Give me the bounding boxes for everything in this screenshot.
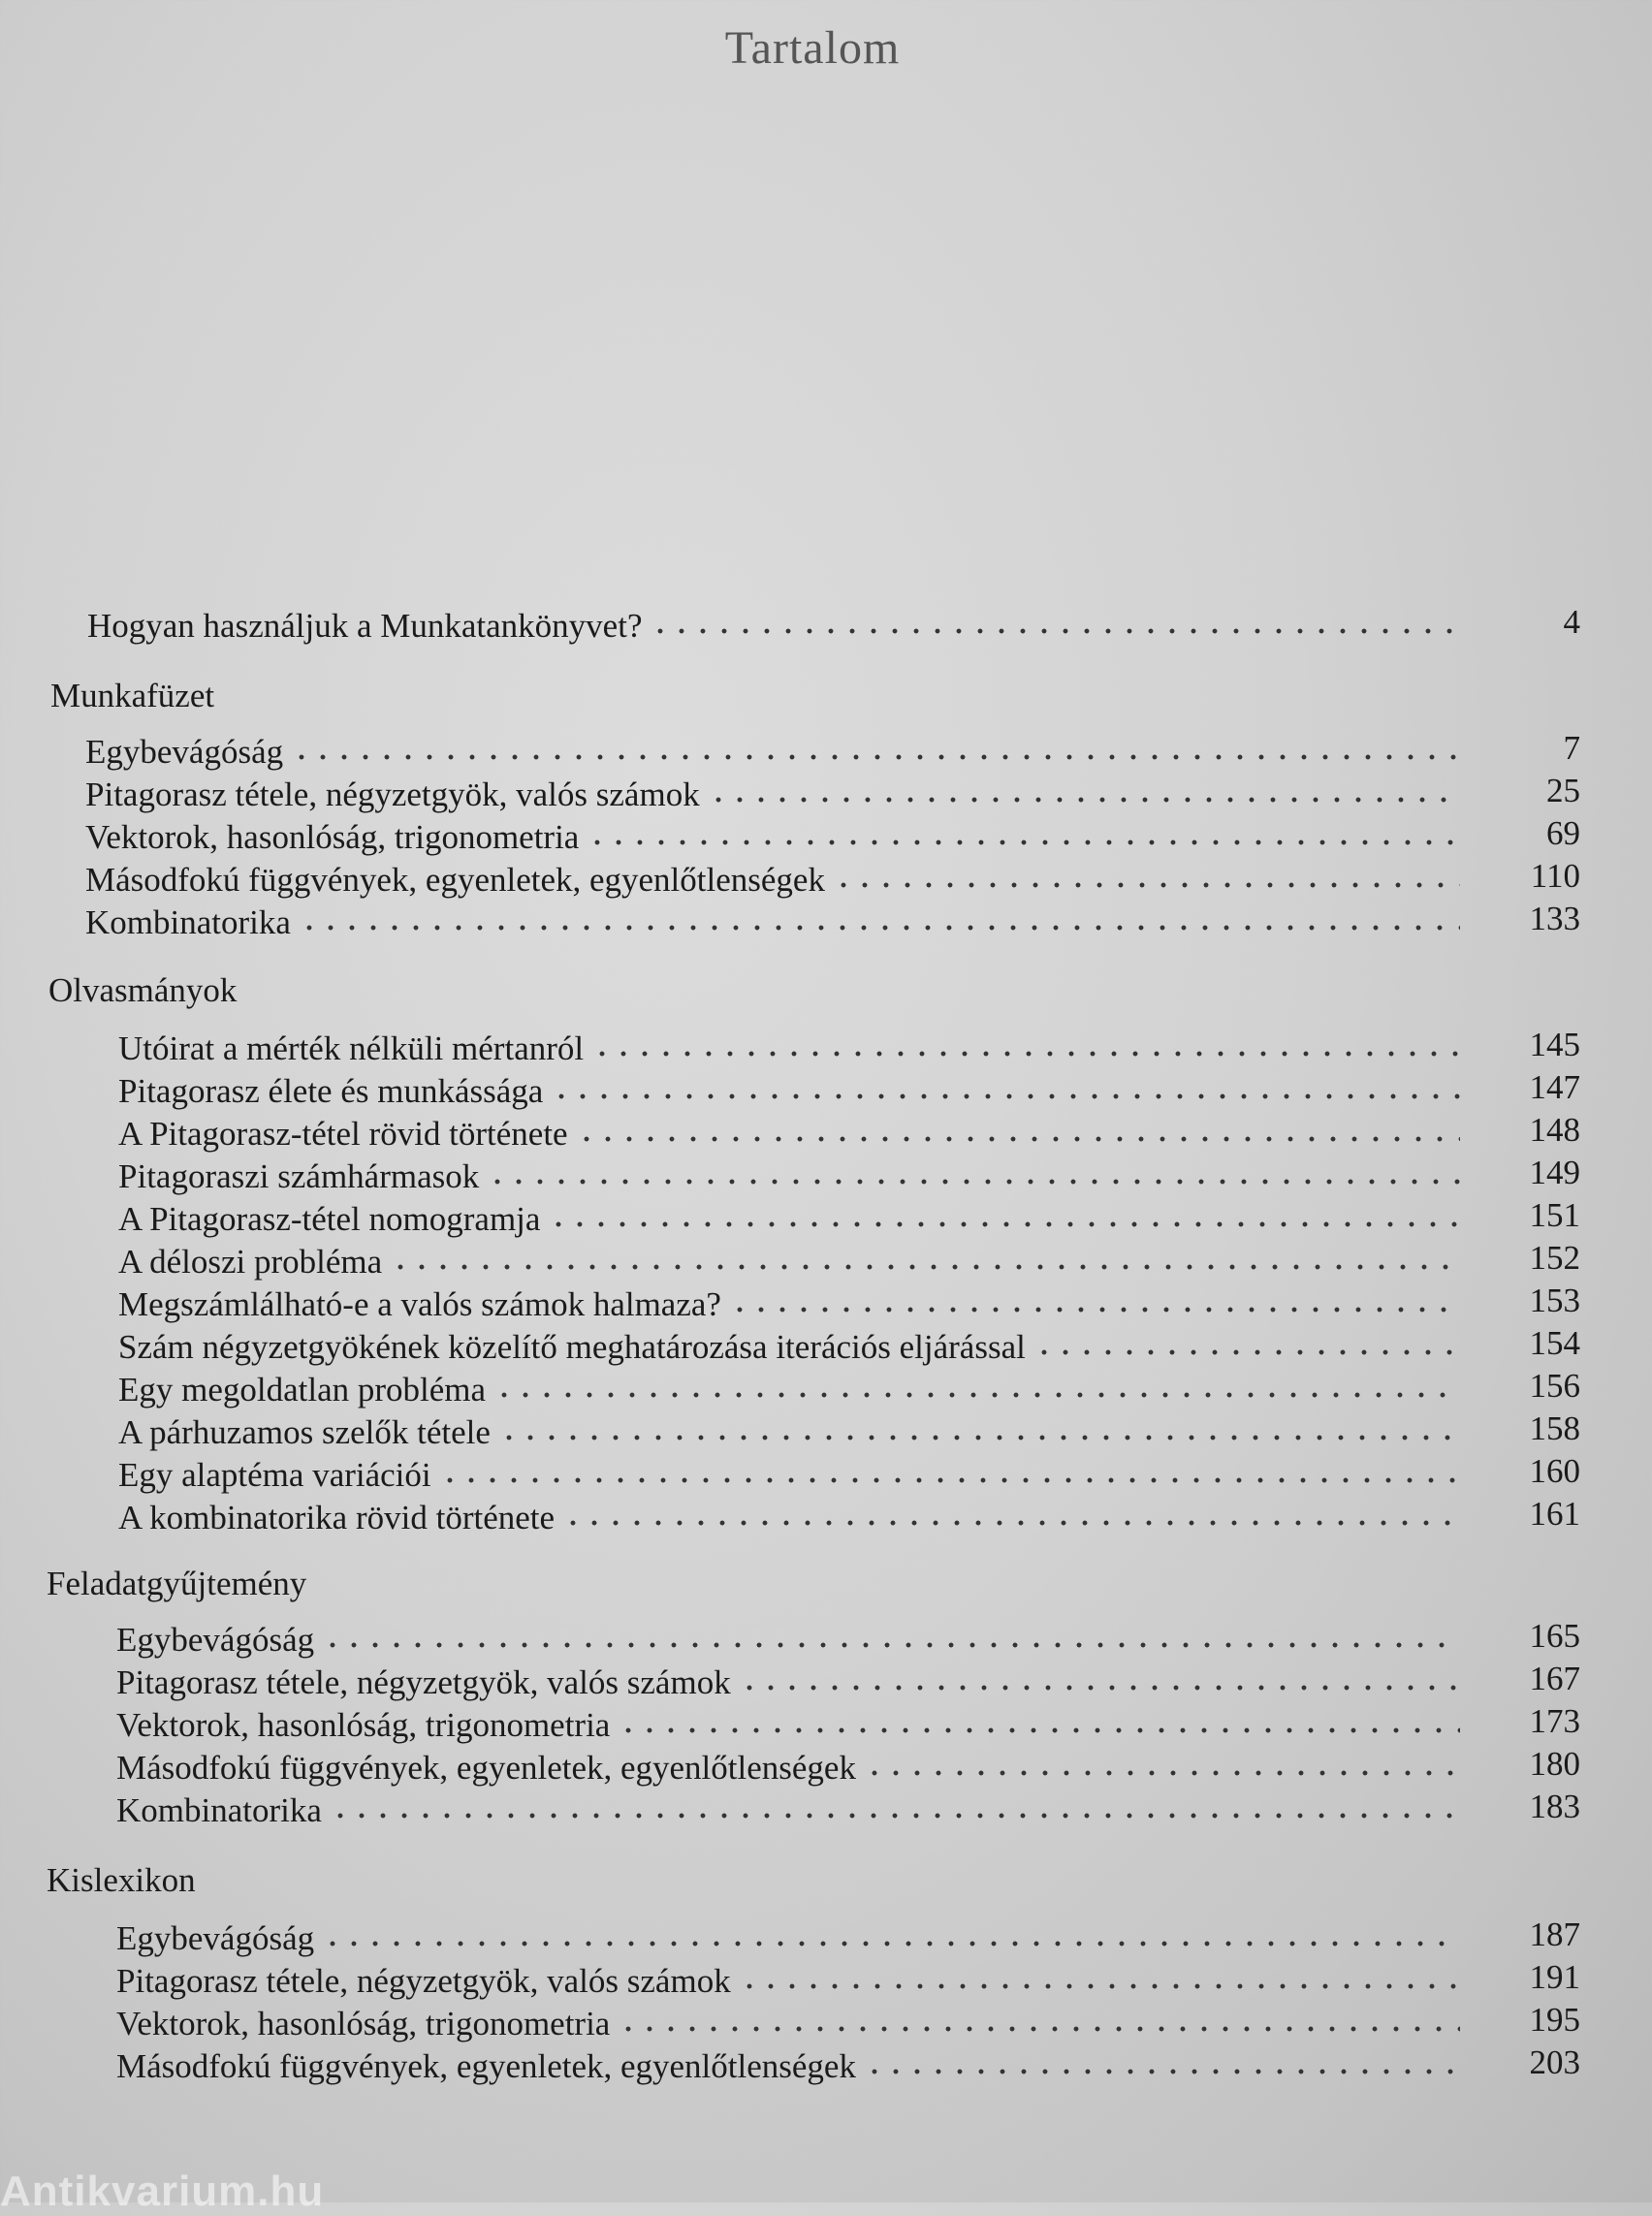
toc-entry[interactable] bbox=[118, 1369, 1580, 1411]
toc-entry-label: Egybevágóság bbox=[116, 1919, 315, 1957]
toc-page-number: 151 bbox=[1529, 1196, 1580, 1234]
toc-entry[interactable] bbox=[118, 1497, 1580, 1539]
dot-leader bbox=[498, 1433, 1460, 1442]
toc-page-number: 154 bbox=[1529, 1324, 1580, 1362]
toc-entry-label: A Pitagorasz-tétel rövid története bbox=[118, 1115, 568, 1153]
toc-entry[interactable] bbox=[116, 1704, 1580, 1747]
toc-entry-label: Egy megoldatlan probléma bbox=[118, 1371, 487, 1409]
toc-entry[interactable] bbox=[116, 2003, 1580, 2045]
toc-page-number: 4 bbox=[1563, 603, 1580, 641]
dot-leader bbox=[864, 2067, 1460, 2076]
toc-entry-label: Másodfokú függvények, egyenletek, egyenlőtlenségek bbox=[116, 2047, 856, 2085]
toc-entry[interactable] bbox=[118, 1070, 1580, 1113]
toc-entry[interactable] bbox=[116, 1747, 1580, 1789]
toc-page-number: 7 bbox=[1563, 729, 1580, 767]
toc-entry-label: Vektorok, hasonlóság, trigonometria bbox=[85, 818, 580, 856]
dot-leader bbox=[439, 1475, 1460, 1485]
dot-leader bbox=[833, 880, 1460, 890]
dot-leader bbox=[548, 1219, 1460, 1229]
toc-page-number: 195 bbox=[1529, 2001, 1580, 2039]
toc-entry-intro[interactable] bbox=[87, 605, 1580, 648]
dot-leader bbox=[299, 923, 1460, 933]
toc-page-number: 187 bbox=[1529, 1915, 1580, 1953]
toc-page-number: 149 bbox=[1529, 1154, 1580, 1191]
toc-entry[interactable] bbox=[118, 1454, 1580, 1497]
toc-entry-label: Vektorok, hasonlóság, trigonometria bbox=[116, 1706, 611, 1744]
toc-entry[interactable] bbox=[118, 1326, 1580, 1369]
dot-leader bbox=[739, 1981, 1460, 1991]
section-heading-feladatgyujtemeny: Feladatgyűjtemény bbox=[47, 1565, 307, 1602]
dot-leader bbox=[562, 1518, 1460, 1528]
dot-leader bbox=[390, 1262, 1460, 1272]
toc-entry[interactable] bbox=[118, 1283, 1580, 1326]
dot-leader bbox=[650, 626, 1460, 636]
toc-page-number: 183 bbox=[1529, 1788, 1580, 1825]
toc-entry[interactable] bbox=[118, 1155, 1580, 1198]
toc-page-number: 148 bbox=[1529, 1111, 1580, 1149]
page-title: Tartalom bbox=[724, 22, 901, 74]
watermark: Antikvarium.hu bbox=[0, 2168, 325, 2215]
toc-entry-label: Kombinatorika bbox=[85, 903, 291, 941]
toc-entry-label: Másodfokú függvények, egyenletek, egyenlőtlenségek bbox=[85, 861, 825, 899]
toc-entry[interactable] bbox=[116, 1662, 1580, 1704]
toc-page-number: 158 bbox=[1529, 1409, 1580, 1447]
dot-leader bbox=[587, 838, 1460, 847]
toc-entry[interactable] bbox=[118, 1028, 1580, 1070]
dot-leader bbox=[291, 752, 1460, 762]
dot-leader bbox=[322, 1939, 1460, 1948]
toc-entry[interactable] bbox=[116, 1960, 1580, 2003]
toc-page-number: 147 bbox=[1529, 1068, 1580, 1106]
toc-entry-label: Pitagorasz tétele, négyzetgyök, valós számok bbox=[85, 776, 700, 813]
dot-leader bbox=[1033, 1347, 1460, 1357]
toc-page-number: 152 bbox=[1529, 1239, 1580, 1277]
toc-entry[interactable] bbox=[116, 1789, 1580, 1832]
toc-entry-label: Pitagoraszi számhármasok bbox=[118, 1157, 480, 1195]
toc-entry[interactable] bbox=[85, 902, 1580, 944]
toc-page-number: 156 bbox=[1529, 1367, 1580, 1405]
toc-entry[interactable] bbox=[85, 774, 1580, 816]
toc-page-number: 25 bbox=[1546, 772, 1580, 809]
dot-leader bbox=[864, 1768, 1460, 1778]
section-heading-munkafuzet: Munkafüzet bbox=[50, 677, 215, 714]
toc-page-number: 167 bbox=[1529, 1660, 1580, 1697]
toc-page-number: 165 bbox=[1529, 1617, 1580, 1655]
dot-leader bbox=[493, 1390, 1460, 1400]
toc-entry-label: Egybevágóság bbox=[116, 1621, 315, 1659]
toc-entry[interactable] bbox=[85, 816, 1580, 859]
toc-page-number: 161 bbox=[1529, 1495, 1580, 1533]
dot-leader bbox=[551, 1092, 1460, 1101]
toc-entry-label: A kombinatorika rövid története bbox=[118, 1499, 556, 1536]
toc-entry-label: Vektorok, hasonlóság, trigonometria bbox=[116, 2005, 611, 2042]
dot-leader bbox=[330, 1811, 1460, 1820]
toc-entry-label: Egy alaptéma variációi bbox=[118, 1456, 431, 1494]
toc-entry-label: Pitagorasz tétele, négyzetgyök, valós számok bbox=[116, 1962, 731, 2000]
toc-entry-label: Hogyan használjuk a Munkatankönyvet? bbox=[87, 607, 643, 645]
toc-entry[interactable] bbox=[118, 1411, 1580, 1454]
section-heading-olvasmanyok: Olvasmányok bbox=[48, 971, 238, 1009]
toc-entry-label: Kombinatorika bbox=[116, 1791, 322, 1829]
toc-entry[interactable] bbox=[118, 1241, 1580, 1283]
dot-leader bbox=[591, 1049, 1460, 1059]
toc-entry[interactable] bbox=[118, 1198, 1580, 1241]
toc-entry[interactable] bbox=[116, 1917, 1580, 1960]
toc-entry[interactable] bbox=[118, 1113, 1580, 1155]
toc-entry-label: Utóirat a mérték nélküli mértanról bbox=[118, 1029, 585, 1067]
toc-page-number: 110 bbox=[1530, 857, 1580, 895]
toc-page-number: 191 bbox=[1529, 1958, 1580, 1996]
toc-entry[interactable] bbox=[116, 2045, 1580, 2088]
toc-page-number: 153 bbox=[1529, 1282, 1580, 1319]
toc-page-number: 180 bbox=[1529, 1745, 1580, 1783]
toc-entry-label: Pitagorasz élete és munkássága bbox=[118, 1072, 544, 1110]
dot-leader bbox=[618, 1725, 1460, 1735]
toc-entry[interactable] bbox=[116, 1619, 1580, 1662]
toc-entry-label: A Pitagorasz-tétel nomogramja bbox=[118, 1200, 541, 1238]
dot-leader bbox=[487, 1177, 1460, 1187]
toc-entry-label: Egybevágóság bbox=[85, 733, 284, 771]
toc-entry-label: Pitagorasz tétele, négyzetgyök, valós számok bbox=[116, 1663, 731, 1701]
dot-leader bbox=[576, 1134, 1460, 1144]
toc-page-number: 160 bbox=[1529, 1452, 1580, 1490]
dot-leader bbox=[322, 1640, 1460, 1650]
section-heading-kislexikon: Kislexikon bbox=[47, 1861, 196, 1899]
dot-leader bbox=[739, 1683, 1460, 1693]
toc-entry[interactable] bbox=[85, 859, 1580, 902]
toc-page-number: 145 bbox=[1529, 1026, 1580, 1063]
dot-leader bbox=[618, 2024, 1460, 2034]
dot-leader bbox=[708, 795, 1460, 805]
toc-page-number: 133 bbox=[1529, 900, 1580, 937]
dot-leader bbox=[729, 1305, 1460, 1314]
toc-entry-label: A déloszi probléma bbox=[118, 1243, 383, 1281]
toc-page-number: 69 bbox=[1546, 814, 1580, 852]
toc-entry-label: Másodfokú függvények, egyenletek, egyenlőtlenségek bbox=[116, 1749, 856, 1787]
toc-entry-label: Szám négyzetgyökének közelítő meghatározása iterációs eljárással bbox=[118, 1328, 1026, 1366]
toc-entry-label: Megszámlálható-e a valós számok halmaza? bbox=[118, 1285, 721, 1323]
toc-page-number: 173 bbox=[1529, 1702, 1580, 1740]
toc-entry-label: A párhuzamos szelők tétele bbox=[118, 1413, 491, 1451]
toc-entry[interactable] bbox=[85, 731, 1580, 774]
toc-page-number: 203 bbox=[1529, 2043, 1580, 2081]
